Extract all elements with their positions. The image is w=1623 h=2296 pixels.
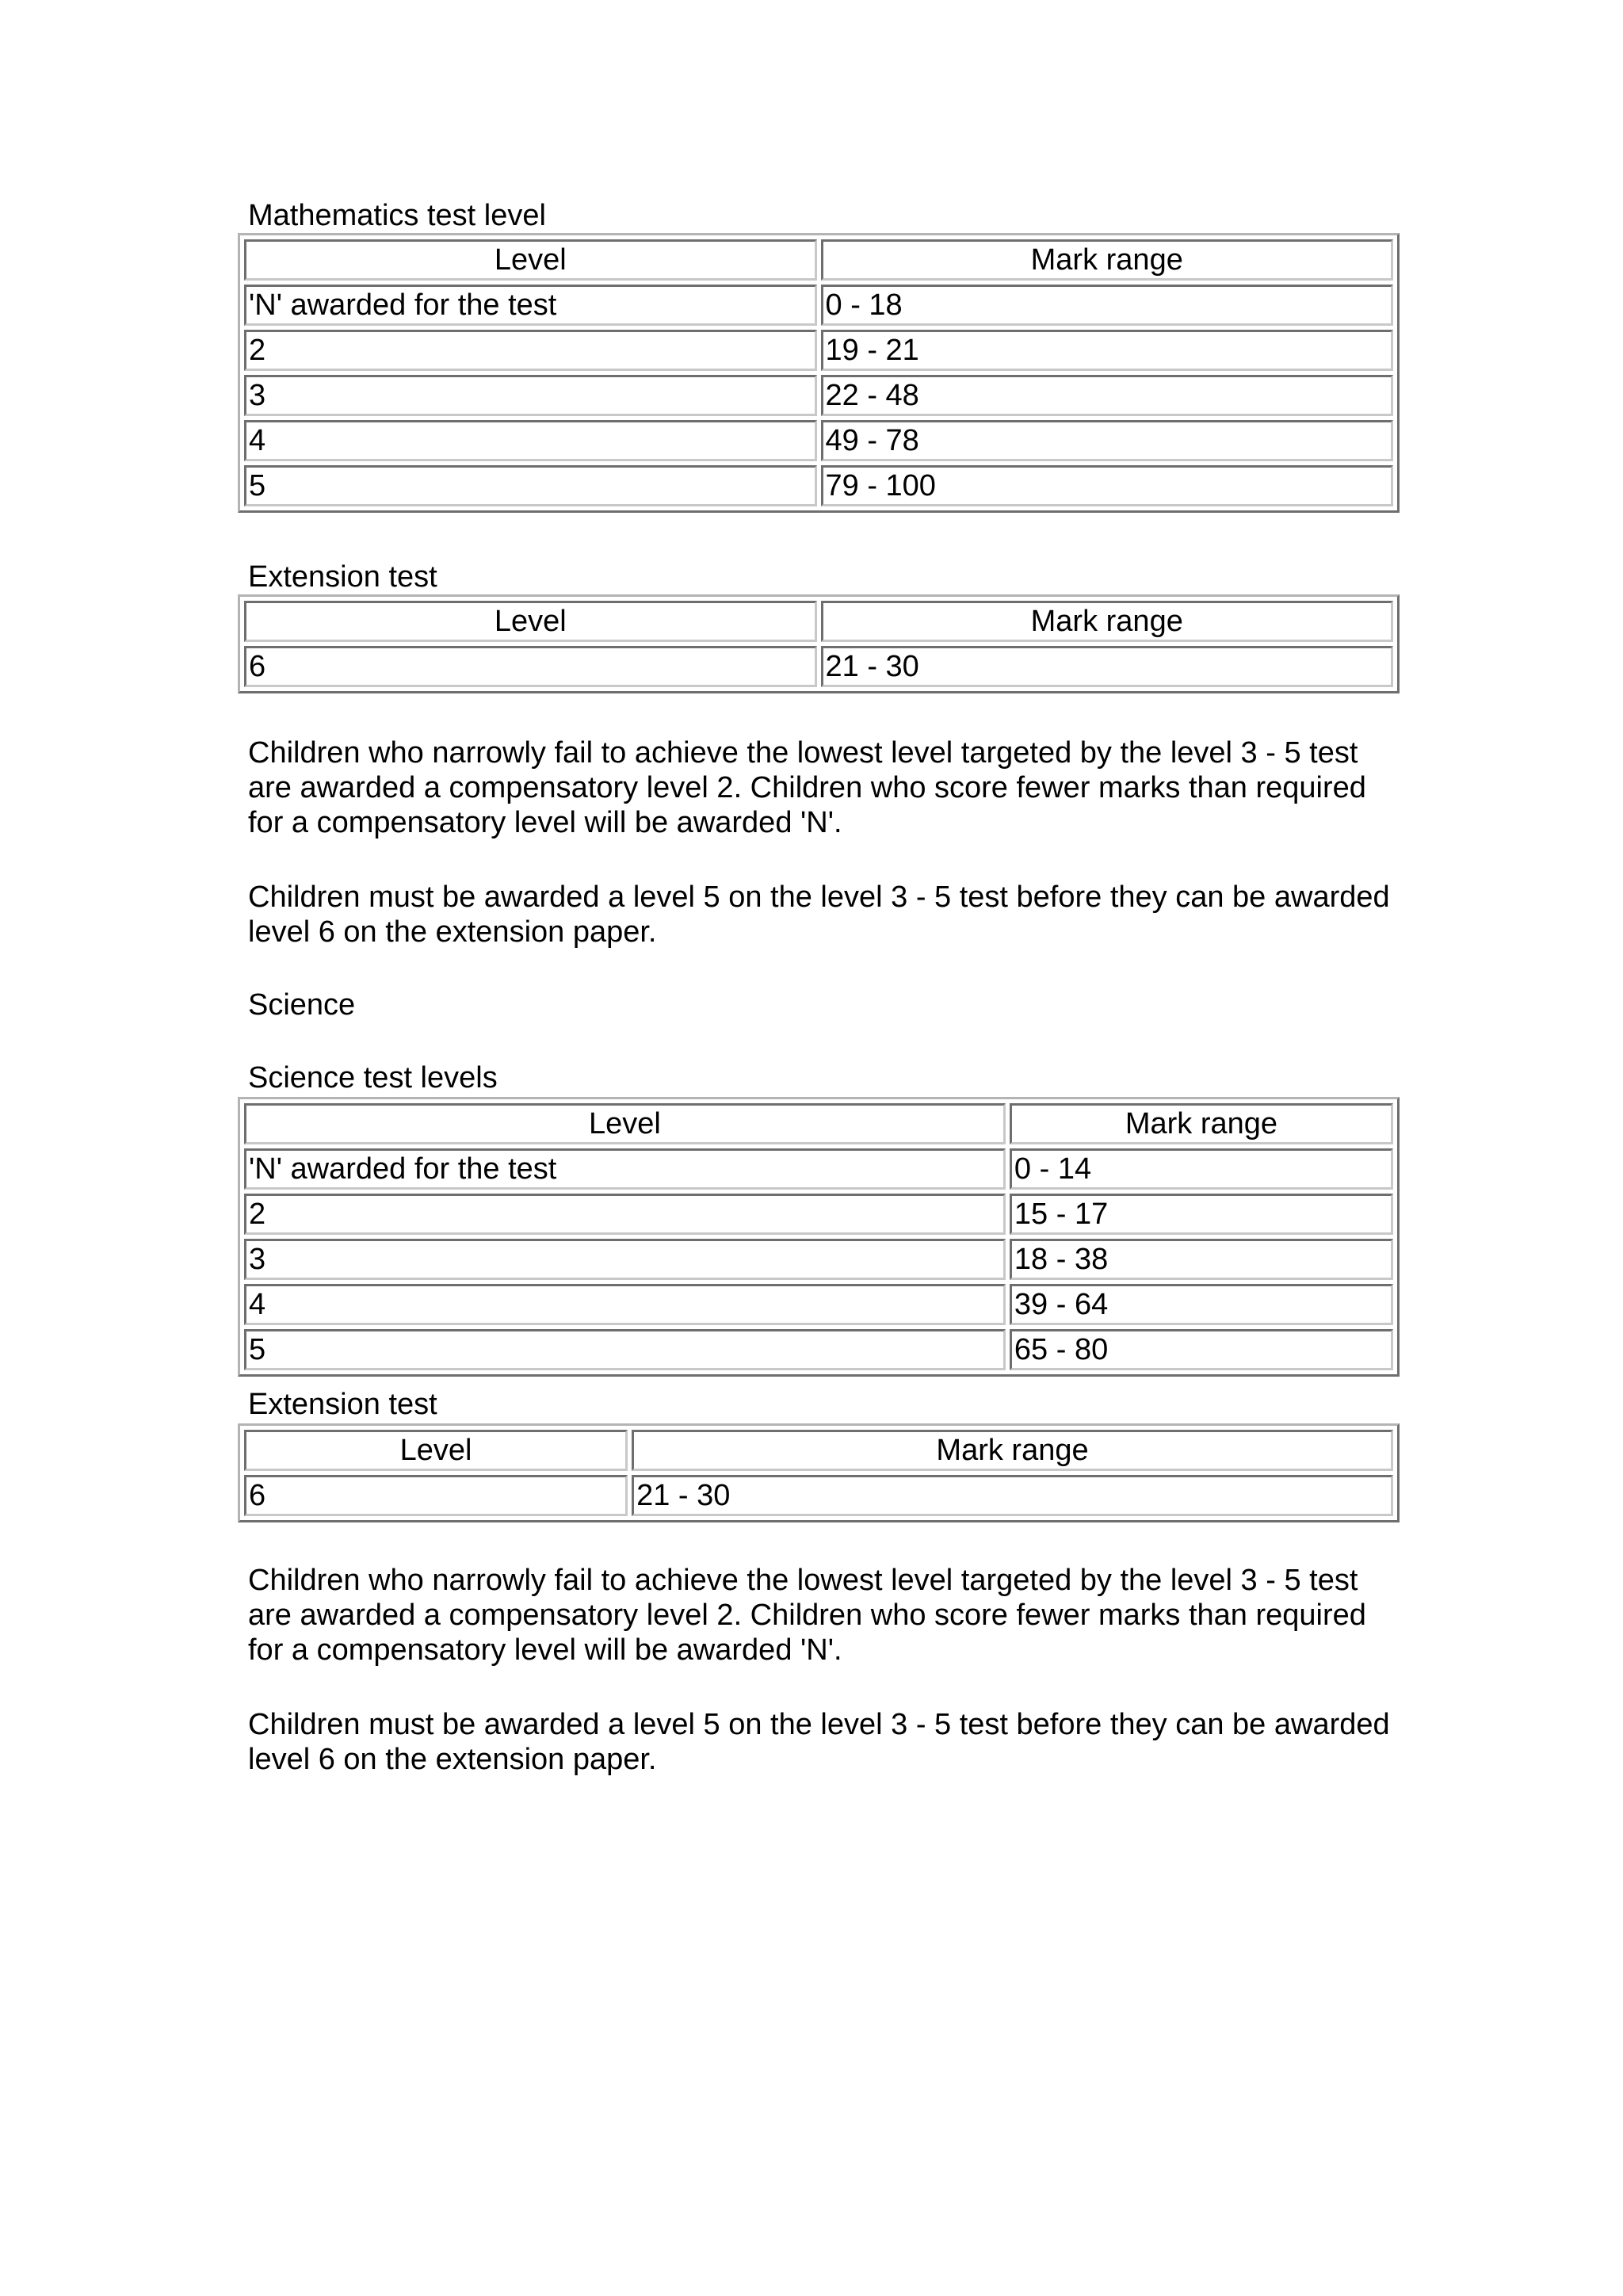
level-cell: 5 [244,1329,1006,1370]
mark-range-cell: 49 - 78 [821,420,1394,461]
mark-range-cell: 0 - 14 [1010,1148,1393,1190]
mark-range-cell: 39 - 64 [1010,1284,1393,1325]
mark-range-cell: 65 - 80 [1010,1329,1393,1370]
science-note-extension: Children must be awarded a level 5 on the level 3 - 5 test before they can be awarded level 6 on the extension paper. [248,1708,1390,1776]
mark-range-cell: 19 - 21 [821,330,1394,371]
maths-note-compensatory: Children who narrowly fail to achieve the lowest level targeted by the level 3 - 5 test are awarded a compensatory level 2. Children who score fewer marks than required for a compensatory level will be awarded 'N'. [248,736,1366,839]
science-heading: Science [248,988,356,1022]
mark-range-cell: 79 - 100 [821,465,1394,506]
table-row [244,465,1393,506]
level-cell: 4 [244,420,817,461]
mark-range-cell: 15 - 17 [1010,1194,1393,1235]
science-table-caption: Science test levels [248,1061,498,1095]
science-note-compensatory: Children who narrowly fail to achieve the lowest level targeted by the level 3 - 5 test are awarded a compensatory level 2. Children who score fewer marks than required for a compensatory level will be awarded 'N'. [248,1564,1366,1667]
level-cell: 5 [244,465,817,506]
column-header-mark-range: Mark range [821,601,1394,642]
level-cell: 'N' awarded for the test [244,1148,1006,1190]
science-extension-caption: Extension test [248,1388,437,1421]
mark-range-cell: 18 - 38 [1010,1239,1393,1280]
mark-range-cell: 0 - 18 [821,285,1394,326]
mark-range-cell: 22 - 48 [821,375,1394,416]
mark-range-cell: 21 - 30 [632,1475,1393,1516]
maths-extension-table [238,594,1400,693]
level-cell: 3 [244,1239,1006,1280]
column-header-level: Level [244,601,817,642]
level-cell: 6 [244,1475,628,1516]
science-levels-table [238,1097,1400,1377]
column-header-mark-range: Mark range [1010,1103,1393,1144]
maths-extension-caption: Extension test [248,560,437,594]
maths-levels-table [238,233,1400,513]
table-row [244,330,1393,371]
level-cell: 4 [244,1284,1006,1325]
maths-table-caption: Mathematics test level [248,199,546,232]
maths-note-extension: Children must be awarded a level 5 on the level 3 - 5 test before they can be awarded level 6 on the extension paper. [248,881,1390,949]
column-header-mark-range: Mark range [632,1430,1393,1471]
table-row [244,646,1393,687]
table-header-row [244,239,1393,281]
table-row [244,1239,1393,1280]
column-header-level: Level [244,239,817,281]
level-cell: 3 [244,375,817,416]
table-row [244,285,1393,326]
table-header-row [244,1103,1393,1144]
table-row [244,1148,1393,1190]
column-header-mark-range: Mark range [821,239,1394,281]
table-header-row [244,1430,1393,1471]
column-header-level: Level [244,1430,628,1471]
level-cell: 2 [244,1194,1006,1235]
table-row [244,375,1393,416]
table-header-row [244,601,1393,642]
table-row [244,420,1393,461]
level-cell: 2 [244,330,817,371]
mark-range-cell: 21 - 30 [821,646,1394,687]
level-cell: 6 [244,646,817,687]
column-header-level: Level [244,1103,1006,1144]
table-row [244,1329,1393,1370]
table-row [244,1475,1393,1516]
level-cell: 'N' awarded for the test [244,285,817,326]
science-extension-table [238,1423,1400,1522]
table-row [244,1194,1393,1235]
table-row [244,1284,1393,1325]
